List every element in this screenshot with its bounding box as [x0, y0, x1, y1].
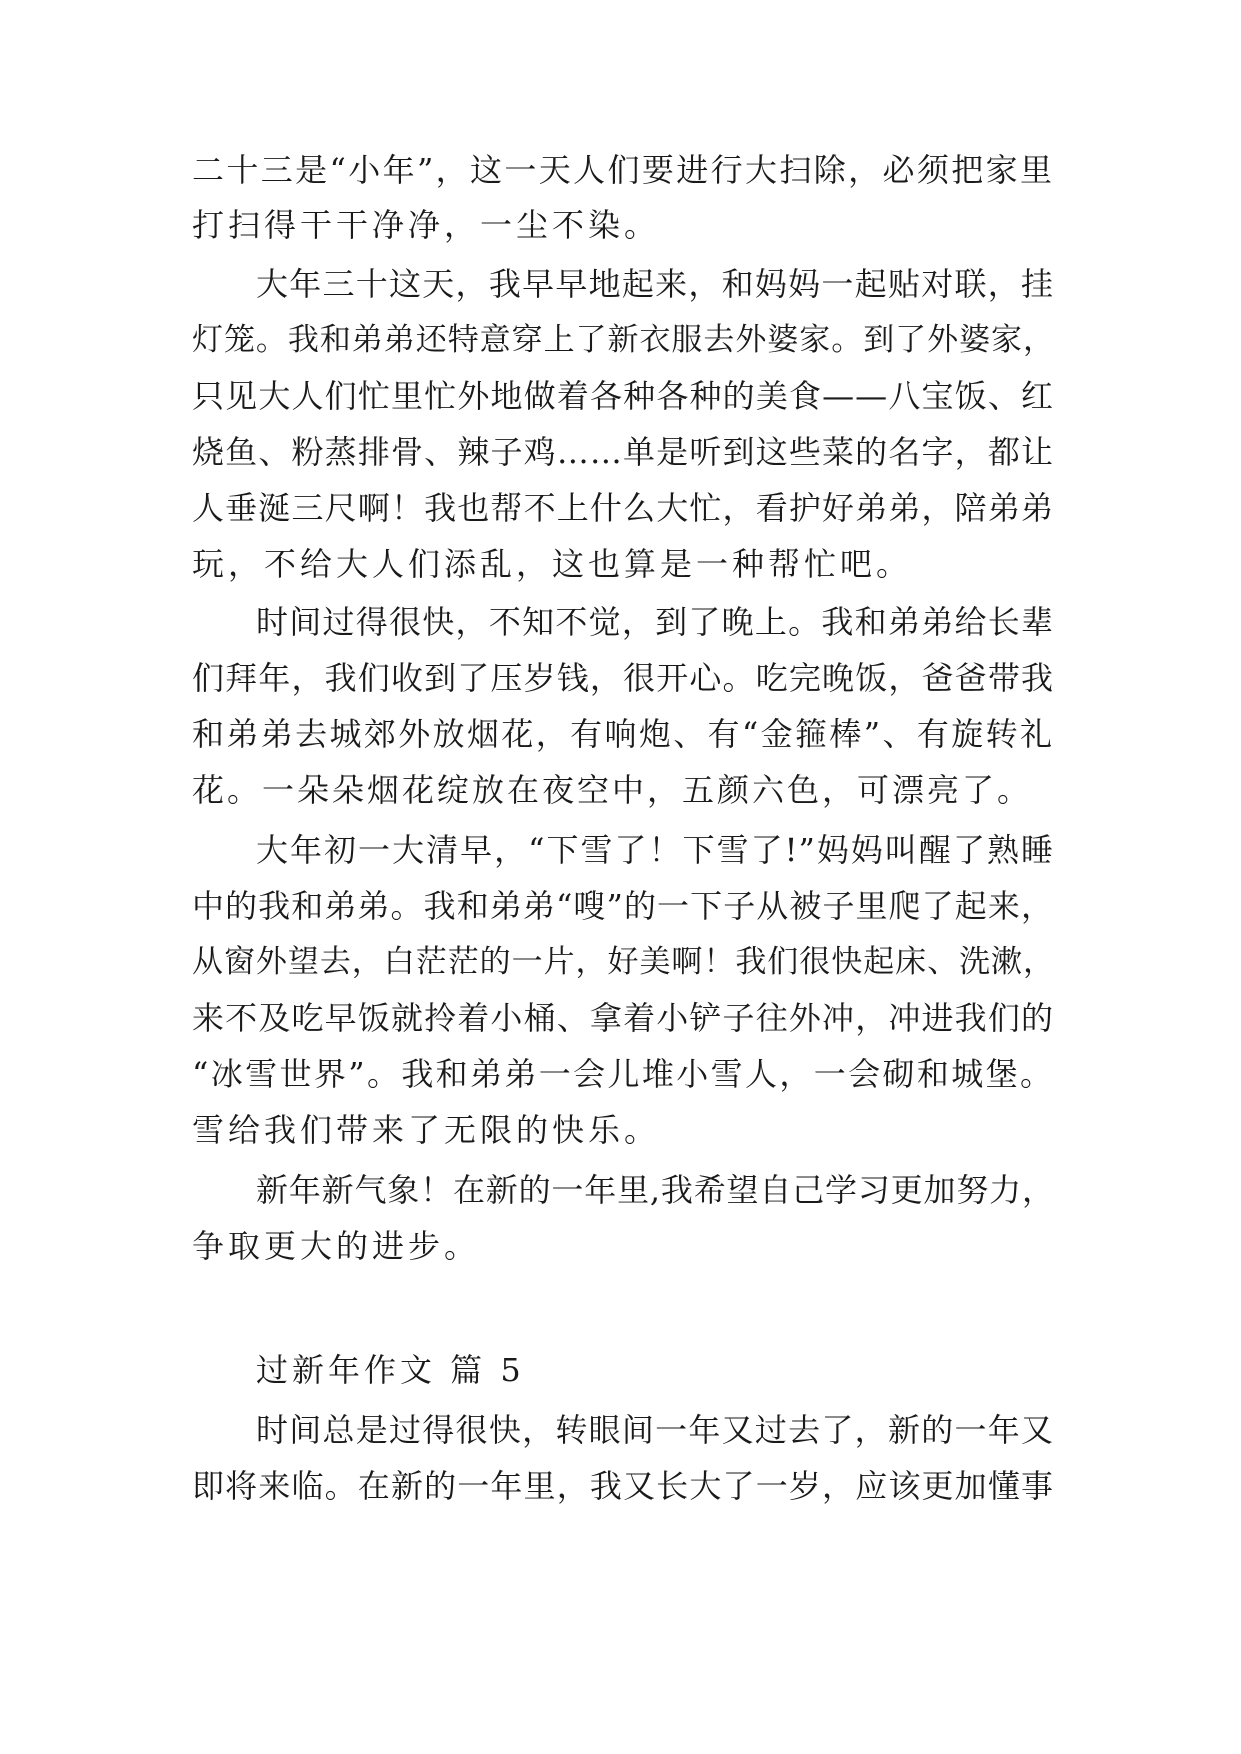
text-line: “冰雪世界”。我和弟弟一会儿堆小雪人，一会砌和城堡。 — [192, 1055, 1054, 1093]
text-line: 即将来临。在新的一年里，我又长大了一岁，应该更加懂事 — [192, 1467, 1054, 1505]
text-line: 灯笼。我和弟弟还特意穿上了新衣服去外婆家。到了外婆家， — [192, 322, 1054, 358]
text-line: 只见大人们忙里忙外地做着各种各种的美食——八宝饭、红 — [192, 377, 1054, 415]
text-line: 和弟弟去城郊外放烟花，有响炮、有“金箍棒”、有旋转礼 — [192, 715, 1054, 753]
section-heading: 过新年作文 篇 5 — [256, 1351, 525, 1389]
text-line: 中的我和弟弟。我和弟弟“嗖”的一下子从被子里爬了起来， — [192, 887, 1054, 925]
text-line: 打扫得干干净净，一尘不染。 — [192, 206, 661, 244]
text-line: 烧鱼、粉蒸排骨、辣子鸡……单是听到这些菜的名字，都让 — [192, 433, 1054, 471]
text-line: 来不及吃早饭就拎着小桶、拿着小铲子往外冲，冲进我们的 — [192, 999, 1054, 1037]
text-line: 时间过得很快，不知不觉，到了晚上。我和弟弟给长辈 — [256, 603, 1054, 641]
text-line: 二十三是“小年”，这一天人们要进行大扫除，必须把家里 — [192, 151, 1054, 189]
text-line: 雪给我们带来了无限的快乐。 — [192, 1111, 661, 1149]
text-line: 大年三十这天，我早早地起来，和妈妈一起贴对联，挂 — [256, 265, 1054, 303]
text-line: 玩，不给大人们添乱，这也算是一种帮忙吧。 — [192, 545, 913, 583]
text-line: 争取更大的进步。 — [192, 1227, 481, 1265]
text-line: 花。一朵朵烟花绽放在夜空中，五颜六色，可漂亮了。 — [192, 771, 1033, 809]
text-line: 大年初一大清早，“下雪了！下雪了!”妈妈叫醒了熟睡 — [256, 831, 1054, 869]
text-line: 新年新气象！在新的一年里,我希望自己学习更加努力， — [256, 1171, 1054, 1209]
text-line: 时间总是过得很快，转眼间一年又过去了，新的一年又 — [256, 1411, 1054, 1449]
text-line: 们拜年，我们收到了压岁钱，很开心。吃完晚饭，爸爸带我 — [192, 659, 1054, 697]
text-line: 从窗外望去，白茫茫的一片，好美啊！我们很快起床、洗漱， — [192, 944, 1054, 980]
text-line: 人垂涎三尺啊！我也帮不上什么大忙，看护好弟弟，陪弟弟 — [192, 489, 1054, 527]
